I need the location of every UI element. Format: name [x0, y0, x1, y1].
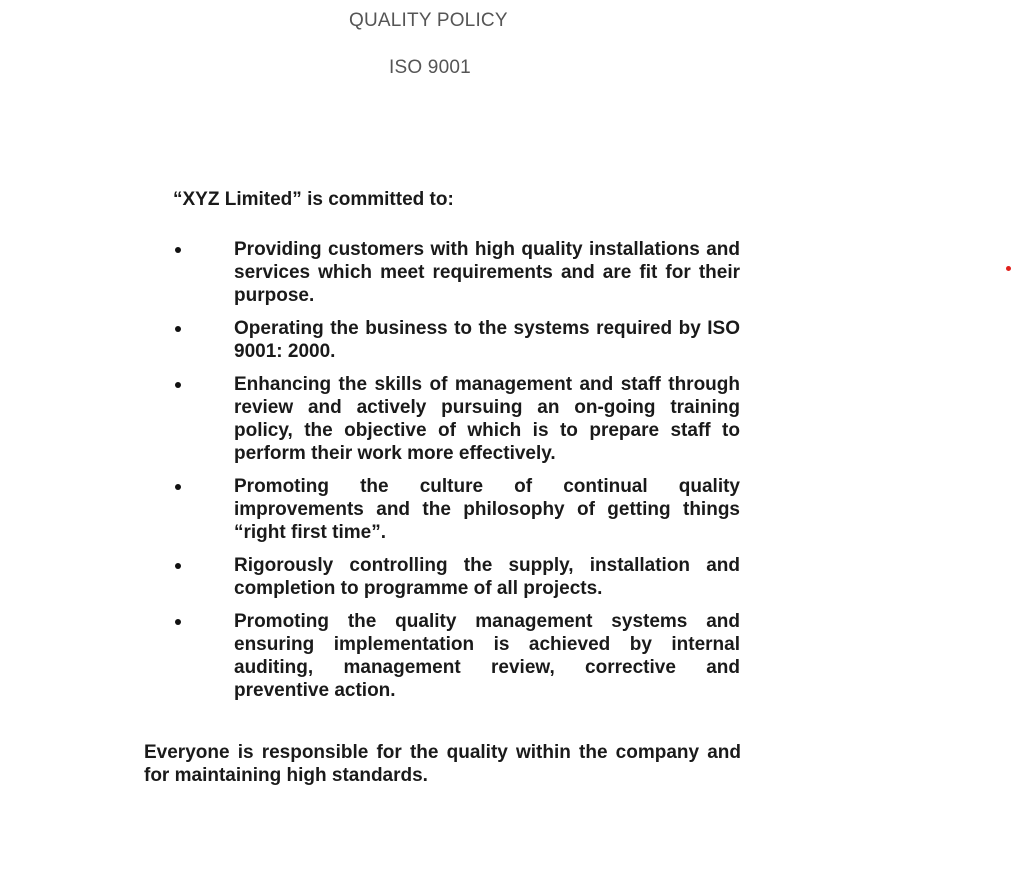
commitment-item [170, 317, 750, 363]
commitment-item [170, 238, 750, 307]
document-subtitle: ISO 9001 [389, 57, 471, 78]
commitment-text: Promoting the culture of continual quality improvements and the philosophy of getting things “right first time”. [234, 476, 740, 543]
bullet-icon [175, 247, 181, 253]
bullet-icon [175, 382, 181, 388]
commitment-item [170, 610, 750, 702]
commitment-item [170, 475, 750, 544]
document-title: QUALITY POLICY [349, 10, 508, 31]
commitments-list [170, 238, 750, 712]
bullet-icon [175, 484, 181, 490]
bullet-icon [175, 326, 181, 332]
commitment-text: Enhancing the skills of management and staff through review and actively pursuing an on-going training policy, the objective of which is to prepare staff to perform their work more effectively. [234, 374, 740, 464]
commitment-item [170, 373, 750, 465]
commitment-item [170, 554, 750, 600]
commitment-text: Promoting the quality management systems and ensuring implementation is achieved by internal auditing, management review, corrective and preventive action. [234, 611, 740, 701]
commitment-text: Operating the business to the systems required by ISO 9001: 2000. [234, 318, 740, 362]
bullet-icon [175, 619, 181, 625]
commitment-text: Rigorously controlling the supply, installation and completion to programme of all projects. [234, 555, 740, 599]
commitment-text: Providing customers with high quality installations and services which meet requirements and are fit for their purpose. [234, 239, 740, 306]
commitment-intro: “XYZ Limited” is committed to: [173, 189, 454, 210]
bullet-icon [175, 563, 181, 569]
closing-statement: Everyone is responsible for the quality within the company and for maintaining high standards. [144, 742, 741, 786]
red-dot-mark [1006, 266, 1011, 271]
